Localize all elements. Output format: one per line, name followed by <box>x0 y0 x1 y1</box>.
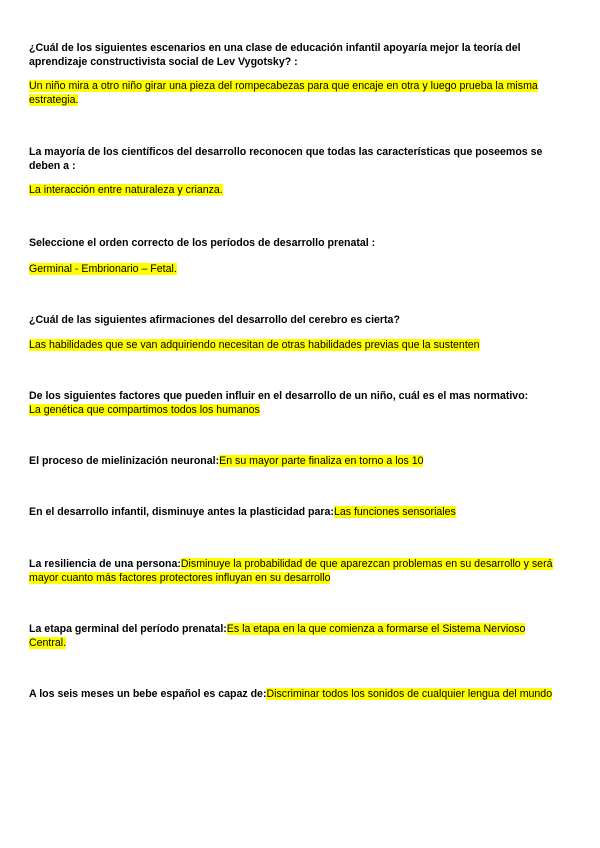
answer-text: Es la etapa en la que comienza a formarse el Sistema Nervioso Central. <box>29 623 526 649</box>
answer-text: La interacción entre naturaleza y crianza. <box>29 184 223 196</box>
answer-text: La genética que compartimos todos los humanos <box>29 404 260 416</box>
qa-item-5 <box>29 389 564 417</box>
answer-text: Las funciones sensoriales <box>333 506 456 518</box>
answer-text: Germinal - Embrionario – Fetal. <box>29 263 177 275</box>
qa-item-1 <box>29 41 564 107</box>
answer-text: En su mayor parte finaliza en torno a los 10 <box>219 455 424 467</box>
qa-item-9 <box>29 622 564 650</box>
question-text: ¿Cuál de los siguientes escenarios en una clase de educación infantil apoyaría mejor la teoría del aprendizaje constructivista social de Lev Vygotsky? : <box>29 42 521 68</box>
question-text: La mayoría de los científicos del desarrollo reconocen que todas las características que poseemos se deben a : <box>29 146 543 172</box>
answer-text: Disminuye la probabilidad de que aparezcan problemas en su desarrollo y será mayor cuanto más factores protectores influyan en su desarrollo <box>29 558 553 584</box>
question-text: La resiliencia de una persona: <box>29 558 181 570</box>
qa-item-3 <box>29 236 564 276</box>
question-text: En el desarrollo infantil, disminuye antes la plasticidad para: <box>29 506 334 518</box>
qa-item-8 <box>29 557 564 585</box>
answer-text: Las habilidades que se van adquiriendo necesitan de otras habilidades previas que la sustenten <box>29 339 480 351</box>
question-text: El proceso de mielinización neuronal: <box>29 455 220 467</box>
answer-text: Discriminar todos los sonidos de cualquier lengua del mundo <box>266 688 553 700</box>
answer-text: Un niño mira a otro niño girar una pieza del rompecabezas para que encaje en otra y luego prueba la misma estrategia. <box>29 80 538 106</box>
question-text: La etapa germinal del período prenatal: <box>29 623 227 635</box>
question-text: Seleccione el orden correcto de los períodos de desarrollo prenatal : <box>29 237 376 249</box>
question-text: ¿Cuál de las siguientes afirmaciones del desarrollo del cerebro es cierta? <box>29 314 400 326</box>
qa-item-7 <box>29 505 564 519</box>
qa-item-4 <box>29 313 564 352</box>
qa-item-10 <box>29 687 564 701</box>
question-text: A los seis meses un bebe español es capaz de: <box>29 688 267 700</box>
question-text: De los siguientes factores que pueden influir en el desarrollo de un niño, cuál es el mas normativo: <box>29 390 529 402</box>
qa-item-2 <box>29 145 564 197</box>
qa-item-6 <box>29 454 564 468</box>
